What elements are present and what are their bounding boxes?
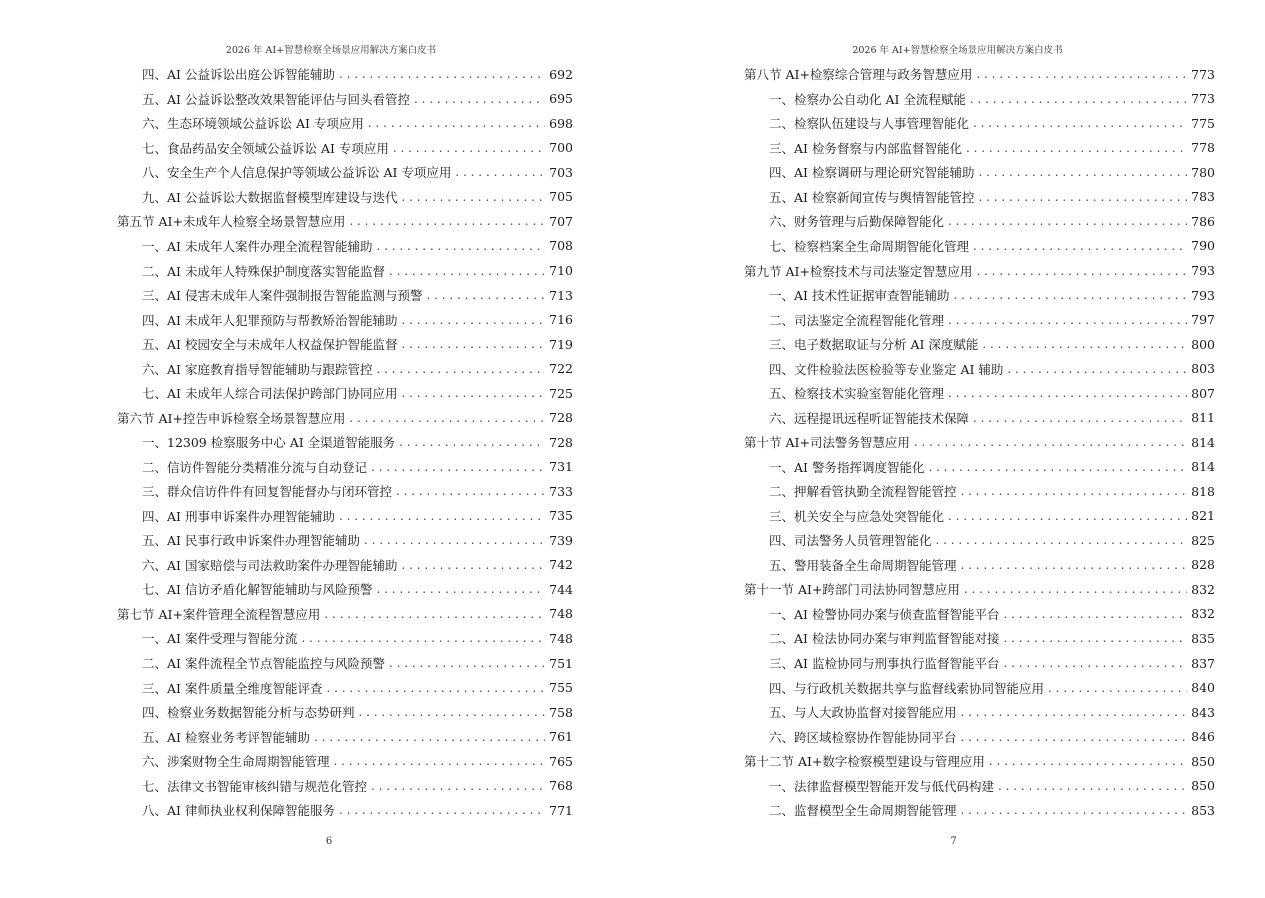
toc-entry-page-number: 751 [549,655,573,671]
toc-subsection-entry[interactable] [744,332,1215,357]
toc-entry-page-number: 755 [549,680,573,696]
toc-entry-page-number: 703 [549,164,573,180]
toc-subsection-entry[interactable] [744,528,1215,553]
toc-entry-title: 八、安全生产个人信息保护等领域公益诉讼 AI 专项应用 [142,165,452,181]
toc-subsection-entry[interactable] [117,773,573,798]
dot-leader [376,582,545,596]
toc-entry-page-number: 837 [1191,655,1215,671]
toc-section-entry[interactable] [117,405,573,430]
toc-section-entry[interactable] [744,258,1215,283]
toc-subsection-entry[interactable] [117,430,573,455]
toc-section-entry[interactable] [117,209,573,234]
toc-subsection-entry[interactable] [744,700,1215,725]
toc-entry-title: 五、AI 民事行政申诉案件办理智能辅助 [142,533,360,549]
toc-entry-page-number: 850 [1191,753,1215,769]
toc-section-entry[interactable] [744,62,1215,87]
dot-leader [455,165,545,179]
toc-entry-page-number: 742 [549,557,573,573]
toc-subsection-entry[interactable] [117,700,573,725]
toc-entry-page-number: 793 [1191,263,1215,279]
toc-entry-title: 四、AI 未成年人犯罪预防与帮教矫治智能辅助 [142,312,398,328]
dot-leader [359,705,546,719]
toc-entry-title: 二、司法鉴定全流程智能化管理 [769,312,945,328]
toc-entry-page-number: 793 [1191,287,1215,303]
toc-entry-page-number: 790 [1191,238,1215,254]
toc-entry-title: 第八节 AI+检察综合管理与政务智慧应用 [744,67,973,83]
toc-entry-title: 四、司法警务人员管理智能化 [769,533,932,549]
toc-subsection-entry[interactable] [117,724,573,749]
toc-entry-title: 四、AI 刑事申诉案件办理智能辅助 [142,508,335,524]
toc-entry-page-number: 748 [549,630,573,646]
toc-entry-title: 三、AI 检务督察与内部监督智能化 [769,140,962,156]
dot-leader [936,533,1188,547]
toc-entry-page-number: 710 [549,263,573,279]
toc-entry-page-number: 725 [549,385,573,401]
toc-entry-title: 七、AI 信访矛盾化解智能辅助与风险预警 [142,582,373,598]
dot-leader [324,607,545,621]
toc-entry-page-number: 775 [1191,115,1215,131]
toc-entry-page-number: 748 [549,606,573,622]
toc-entry-title: 五、AI 检察新闻宣传与舆情智能管控 [769,189,975,205]
toc-subsection-entry[interactable] [744,185,1215,210]
toc-entry-page-number: 840 [1191,680,1215,696]
toc-subsection-entry[interactable] [117,136,573,161]
toc-entry-title: 三、AI 监检协同与刑事执行监督智能平台 [769,656,1000,672]
dot-leader [368,116,545,130]
toc-entry-page-number: 803 [1191,361,1215,377]
toc-subsection-entry[interactable] [744,675,1215,700]
toc-subsection-entry[interactable] [117,87,573,112]
dot-leader [401,313,545,327]
toc-entry-title: 第十一节 AI+跨部门司法协同智慧应用 [744,582,960,598]
toc-section-entry[interactable] [744,430,1215,455]
toc-entry-title: 四、与行政机关数据共享与监督线索协同智能应用 [769,680,1045,696]
toc-entry-page-number: 713 [549,287,573,303]
toc-entry-page-number: 771 [549,802,573,818]
toc-entry-page-number: 807 [1191,385,1215,401]
toc-subsection-entry[interactable] [744,87,1215,112]
dot-leader [426,288,545,302]
toc-subsection-entry[interactable] [117,675,573,700]
dot-leader [393,141,545,155]
toc-entry-page-number: 731 [549,459,573,475]
toc-entry-page-number: 735 [549,508,573,524]
dot-leader [961,705,1188,719]
toc-subsection-entry[interactable] [117,160,573,185]
dot-leader [961,803,1188,817]
toc-subsection-entry[interactable] [744,136,1215,161]
dot-leader [314,730,545,744]
dot-leader [339,67,545,81]
dot-leader [1007,362,1187,376]
dot-leader [961,730,1188,744]
dot-leader [301,631,545,645]
toc-entry-page-number: 728 [549,410,573,426]
toc-entry-title: 六、远程提讯远程听证智能技术保障 [769,410,970,426]
toc-entry-title: 一、AI 技术性证据审查智能辅助 [769,288,950,304]
toc-entry-page-number: 783 [1191,189,1215,205]
dot-leader [371,460,545,474]
toc-entry-title: 五、警用装备全生命周期智能管理 [769,557,957,573]
toc-entry-title: 二、监督模型全生命周期智能管理 [769,803,957,819]
toc-subsection-entry[interactable] [744,455,1215,480]
toc-subsection-entry[interactable] [117,528,573,553]
toc-entry-title: 一、12309 检察服务中心 AI 全渠道智能服务 [142,435,396,451]
toc-entry-title: 二、信访件智能分类精准分流与自动登记 [142,459,368,475]
toc-subsection-entry[interactable] [117,577,573,602]
toc-subsection-entry[interactable] [744,405,1215,430]
toc-entry-page-number: 780 [1191,164,1215,180]
toc-entry-page-number: 692 [549,66,573,82]
toc-subsection-entry[interactable] [117,111,573,136]
running-header: 2026 年 AI+智慧检察全场景应用解决方案白皮书 [852,45,1063,56]
toc-section-entry[interactable] [744,749,1215,774]
toc-entry-page-number: 765 [549,753,573,769]
toc-entry-page-number: 853 [1191,802,1215,818]
toc-subsection-entry[interactable] [117,381,573,406]
toc-entry-page-number: 768 [549,778,573,794]
dot-leader [978,190,1187,204]
toc-entry-title: 八、AI 律师执业权利保障智能服务 [142,803,335,819]
dot-leader [973,411,1187,425]
dot-leader [982,337,1187,351]
running-header: 2026 年 AI+智慧检察全场景应用解决方案白皮书 [225,45,437,56]
dot-leader [376,239,545,253]
toc-subsection-entry[interactable] [117,234,573,259]
toc-subsection-entry[interactable] [744,234,1215,259]
dot-leader [339,509,545,523]
toc-entry-title: 一、法律监督模型智能开发与低代码构建 [769,778,995,794]
dot-leader [401,386,545,400]
toc-subsection-entry[interactable] [744,283,1215,308]
toc-subsection-entry[interactable] [117,283,573,308]
dot-leader [998,779,1187,793]
toc-entry-page-number: 832 [1191,606,1215,622]
toc-entry-page-number: 850 [1191,778,1215,794]
toc-entry-title: 五、AI 公益诉讼整改效果智能评估与回头看管控 [142,91,410,107]
toc-entry-title: 二、押解看管执勤全流程智能管控 [769,484,957,500]
toc-entry-title: 二、AI 未成年人特殊保护制度落实智能监督 [142,263,385,279]
toc-entry-title: 二、AI 案件流程全节点智能监控与风险预警 [142,656,385,672]
toc-entry-title: 四、文件检验法医检验等专业鉴定 AI 辅助 [769,361,1004,377]
toc-entry-title: 二、AI 检法协同办案与审判监督智能对接 [769,631,1000,647]
toc-entry-title: 第五节 AI+未成年人检察全场景智慧应用 [117,214,346,230]
dot-leader [914,435,1187,449]
toc-section-entry[interactable] [744,577,1215,602]
toc-section-entry[interactable] [117,602,573,627]
dot-leader [334,754,546,768]
dot-leader [1048,681,1187,695]
toc-entry-title: 六、AI 家庭教育指导智能辅助与跟踪管控 [142,361,373,377]
toc-entry-title: 七、检察档案全生命周期智能化管理 [769,238,970,254]
toc-subsection-entry[interactable] [744,773,1215,798]
dot-leader [976,264,1187,278]
left-page [0,0,632,898]
toc-entry-page-number: 700 [549,140,573,156]
toc-entry-title: 四、AI 检察调研与理论研究智能辅助 [769,165,975,181]
toc-entry-title: 第十节 AI+司法警务智慧应用 [744,435,910,451]
toc-entry-title: 六、跨区域检察协作智能协同平台 [769,729,957,745]
toc-entry-title: 第七节 AI+案件管理全流程智慧应用 [117,606,321,622]
toc-entry-page-number: 800 [1191,336,1215,352]
dot-leader [989,754,1187,768]
dot-leader [339,803,545,817]
toc-entry-page-number: 773 [1191,91,1215,107]
page-number: 6 [325,836,333,847]
toc-subsection-entry[interactable] [117,479,573,504]
toc-entry-title: 三、电子数据取证与分析 AI 深度赋能 [769,337,979,353]
toc-subsection-entry[interactable] [744,724,1215,749]
toc-entry-page-number: 708 [549,238,573,254]
dot-leader [964,582,1187,596]
toc-subsection-entry[interactable] [744,553,1215,578]
toc-subsection-entry[interactable] [744,307,1215,332]
dot-leader [966,141,1187,155]
toc-entry-title: 七、AI 未成年人综合司法保护跨部门协同应用 [142,386,398,402]
toc-subsection-entry[interactable] [744,111,1215,136]
toc-entry-page-number: 716 [549,312,573,328]
toc-subsection-entry[interactable] [117,455,573,480]
toc-subsection-entry[interactable] [744,651,1215,676]
toc-entry-title: 一、AI 检警协同办案与侦查监督智能平台 [769,606,1000,622]
toc-subsection-entry[interactable] [744,504,1215,529]
dot-leader [326,681,545,695]
toc-entry-title: 九、AI 公益诉讼大数据监督模型库建设与迭代 [142,189,398,205]
toc-entry-page-number: 846 [1191,729,1215,745]
toc-subsection-entry[interactable] [744,356,1215,381]
toc-entry-title: 六、AI 国家赔偿与司法救助案件办理智能辅助 [142,557,398,573]
toc-entry-page-number: 818 [1191,483,1215,499]
toc-entry-title: 七、法律文书智能审核纠错与规范化管控 [142,778,368,794]
toc-entry-title: 三、AI 案件质量全维度智能评查 [142,680,323,696]
dot-leader [414,92,545,106]
dot-leader [973,116,1187,130]
toc-entry-page-number: 825 [1191,532,1215,548]
toc-entry-page-number: 722 [549,361,573,377]
toc-entry-title: 一、AI 案件受理与智能分流 [142,631,298,647]
toc-subsection-entry[interactable] [744,626,1215,651]
toc-subsection-entry[interactable] [117,626,573,651]
toc-subsection-entry[interactable] [117,553,573,578]
dot-leader [976,67,1187,81]
toc-entry-title: 一、检察办公自动化 AI 全流程赋能 [769,91,966,107]
toc-subsection-entry[interactable] [117,504,573,529]
toc-entry-page-number: 814 [1191,434,1215,450]
dot-leader [349,214,545,228]
toc-entry-title: 五、AI 校园安全与未成年人权益保护智能监督 [142,337,398,353]
dot-leader [961,484,1188,498]
dot-leader [948,509,1187,523]
toc-entry-page-number: 705 [549,189,573,205]
toc-entry-page-number: 786 [1191,213,1215,229]
toc-subsection-entry[interactable] [117,307,573,332]
dot-leader [399,435,545,449]
dot-leader [953,288,1187,302]
dot-leader [396,484,545,498]
toc-entry-page-number: 821 [1191,508,1215,524]
dot-leader [389,656,545,670]
toc-entry-page-number: 695 [549,91,573,107]
toc-entry-title: 六、生态环境领域公益诉讼 AI 专项应用 [142,116,364,132]
dot-leader [376,362,545,376]
toc-subsection-entry[interactable] [744,602,1215,627]
dot-leader [401,190,545,204]
toc-entry-page-number: 728 [549,434,573,450]
dot-leader [961,558,1188,572]
toc-entry-title: 一、AI 警务指挥调度智能化 [769,459,925,475]
toc-subsection-entry[interactable] [117,62,573,87]
dot-leader [973,239,1187,253]
toc-entry-title: 四、AI 公益诉讼出庭公诉智能辅助 [142,67,335,83]
toc-entry-title: 三、群众信访件件有回复智能督办与闭环管控 [142,484,393,500]
dot-leader [389,264,545,278]
dot-leader [928,460,1187,474]
dot-leader [401,337,545,351]
dot-leader [1003,607,1187,621]
toc-entry-page-number: 758 [549,704,573,720]
toc-entry-title: 三、机关安全与应急处突智能化 [769,508,945,524]
toc-entry-page-number: 811 [1191,410,1215,426]
toc-entry-page-number: 778 [1191,140,1215,156]
toc-subsection-entry[interactable] [744,798,1215,823]
table-of-contents [117,62,573,822]
toc-entry-page-number: 832 [1191,581,1215,597]
toc-entry-page-number: 835 [1191,630,1215,646]
dot-leader [364,533,545,547]
toc-entry-title: 六、财务管理与后勤保障智能化 [769,214,945,230]
toc-entry-title: 五、与人大政协监督对接智能应用 [769,705,957,721]
toc-entry-page-number: 843 [1191,704,1215,720]
table-of-contents [744,62,1215,822]
toc-subsection-entry[interactable] [117,749,573,774]
page-number: 7 [950,836,957,847]
toc-subsection-entry[interactable] [117,258,573,283]
toc-subsection-entry[interactable] [744,479,1215,504]
toc-entry-title: 五、AI 检察业务考评智能辅助 [142,729,310,745]
toc-entry-page-number: 761 [549,729,573,745]
dot-leader [978,165,1187,179]
toc-entry-page-number: 719 [549,336,573,352]
toc-subsection-entry[interactable] [744,381,1215,406]
toc-entry-page-number: 773 [1191,66,1215,82]
dot-leader [1003,656,1187,670]
dot-leader [948,313,1187,327]
toc-entry-title: 四、检察业务数据智能分析与态势研判 [142,705,355,721]
dot-leader [948,386,1187,400]
dot-leader [349,411,545,425]
toc-entry-title: 七、食品药品安全领域公益诉讼 AI 专项应用 [142,140,389,156]
toc-entry-page-number: 707 [549,213,573,229]
toc-entry-title: 第六节 AI+控告申诉检察全场景智慧应用 [117,410,346,426]
toc-entry-page-number: 814 [1191,459,1215,475]
toc-entry-title: 一、AI 未成年人案件办理全流程智能辅助 [142,238,373,254]
toc-subsection-entry[interactable] [744,209,1215,234]
toc-entry-title: 二、检察队伍建设与人事管理智能化 [769,116,970,132]
toc-subsection-entry[interactable] [117,185,573,210]
toc-entry-title: 五、检察技术实验室智能化管理 [769,386,945,402]
toc-entry-page-number: 744 [549,581,573,597]
toc-subsection-entry[interactable] [117,356,573,381]
toc-entry-page-number: 739 [549,532,573,548]
dot-leader [948,214,1187,228]
toc-entry-page-number: 733 [549,483,573,499]
dot-leader [401,558,545,572]
toc-entry-page-number: 698 [549,115,573,131]
toc-subsection-entry[interactable] [744,160,1215,185]
right-page [632,0,1265,898]
dot-leader [1003,631,1187,645]
toc-entry-page-number: 828 [1191,557,1215,573]
toc-entry-title: 第九节 AI+检察技术与司法鉴定智慧应用 [744,263,973,279]
toc-entry-title: 六、涉案财物全生命周期智能管理 [142,754,330,770]
toc-entry-title: 第十二节 AI+数字检察模型建设与管理应用 [744,754,985,770]
toc-entry-page-number: 797 [1191,312,1215,328]
dot-leader [371,779,545,793]
toc-entry-title: 三、AI 侵害未成年人案件强制报告智能监测与预警 [142,288,423,304]
dot-leader [970,92,1187,106]
toc-subsection-entry[interactable] [117,332,573,357]
toc-subsection-entry[interactable] [117,798,573,823]
toc-subsection-entry[interactable] [117,651,573,676]
